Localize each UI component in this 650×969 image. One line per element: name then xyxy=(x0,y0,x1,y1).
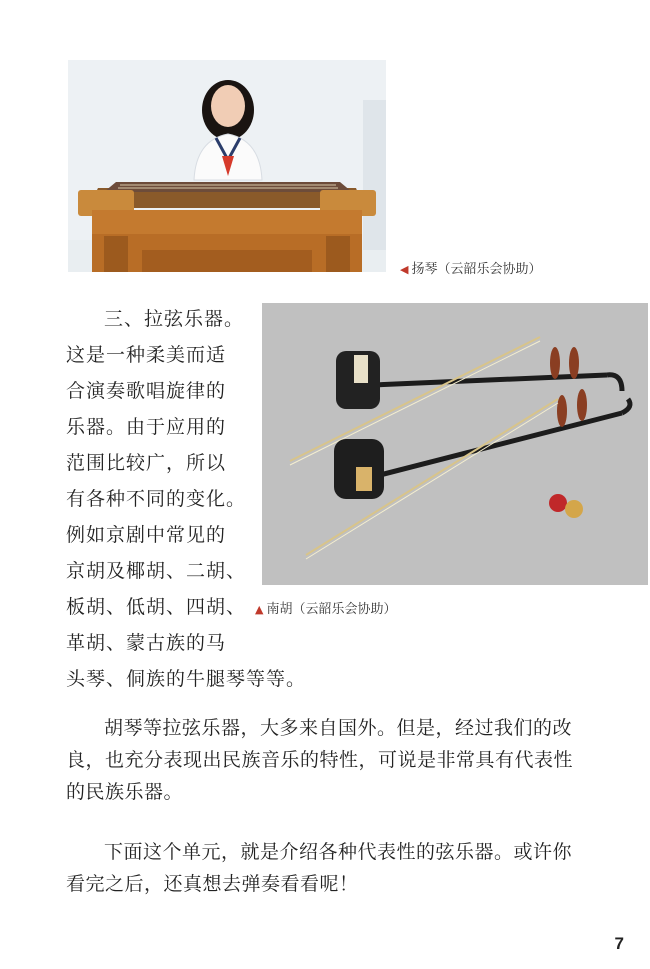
caption-triangle-icon: ▲ xyxy=(255,603,264,616)
caption-triangle-icon: ◀ xyxy=(400,263,409,276)
paragraph-3 xyxy=(66,836,586,900)
section-line: 有各种不同的变化。 xyxy=(66,488,247,510)
yangqin-photo xyxy=(68,60,386,272)
yangqin-caption xyxy=(400,258,541,277)
section-line: 板胡、低胡、四胡、 xyxy=(66,596,247,618)
section-line: 乐器。由于应用的 xyxy=(66,416,227,438)
yangqin-caption-text: 扬琴（云韶乐会协助） xyxy=(411,262,542,277)
section-line: 京胡及椰胡、二胡、 xyxy=(66,560,247,582)
section-line: 这是一种柔美而适 xyxy=(66,344,227,366)
nanhu-illustration xyxy=(262,303,648,585)
section-line: 革胡、蒙古族的马 xyxy=(66,632,227,654)
paragraph-3-text: 下面这个单元，就是介绍各种代表性的弦乐器。或许你看完之后，还真想去弹奏看看呢！ xyxy=(66,841,573,895)
nanhu-photo xyxy=(262,303,648,585)
paragraph-2-text: 胡琴等拉弦乐器，大多来自国外。但是，经过我们的改良，也充分表现出民族音乐的特性，可说是非常具有代表性的民族乐器。 xyxy=(66,717,574,803)
paragraph-2 xyxy=(66,712,586,808)
yangqin-illustration xyxy=(68,60,386,272)
nanhu-caption xyxy=(255,598,396,617)
section-line: 范围比较广，所以 xyxy=(66,452,227,474)
page-number: 7 xyxy=(614,934,624,953)
section-line: 合演奏歌唱旋律的 xyxy=(66,380,227,402)
nanhu-caption-text: 南胡（云韶乐会协助） xyxy=(266,602,397,617)
section-line: 例如京剧中常见的 xyxy=(66,524,227,546)
section-line: 头琴、侗族的牛腿琴等等。 xyxy=(66,668,307,690)
section-heading: 三、拉弦乐器。 xyxy=(104,308,245,330)
